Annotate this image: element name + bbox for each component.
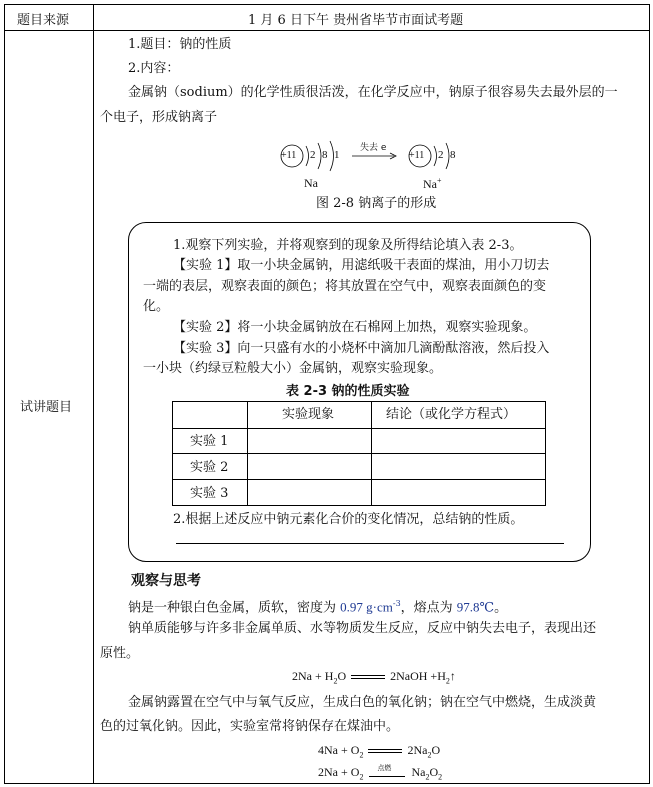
oxidation-paragraph: 金属钠露置在空气中与氧气反应，生成白色的氧化钠；钠在空气中燃烧，生成淡黄	[128, 695, 597, 710]
section-heading: 观察与思考	[131, 573, 201, 589]
right-shell-arc	[434, 146, 437, 166]
task-summary-instruction: 2.根据上述反应中钠元素化合价的变化情况，总结钠的性质。	[173, 512, 524, 527]
left-nucleus-label: +11	[281, 150, 297, 161]
equals-sign	[368, 749, 402, 753]
arrow-label: 失去 e	[360, 143, 387, 153]
answer-line	[176, 543, 564, 544]
experiment-1-text: 一端的表层，观察表面的颜色；将其放置在空气中，观察表面颜色的变	[143, 279, 547, 294]
equation-na-oxygen: $4Na + O_2$ $2Na_2O$	[318, 743, 441, 760]
table-header: 实验现象	[282, 407, 335, 422]
row-label-lecture-topic: 试讲题目	[20, 400, 73, 415]
left-shell-count: 8	[322, 149, 328, 161]
header-source-value: 1 月 6 日下午 贵州省毕节市面试考题	[248, 13, 464, 28]
right-shell-count: 2	[438, 149, 444, 161]
experiment-2-text: 【实验 2】将一小块金属钠放在石棉网上加热，观察实验现象。	[173, 320, 537, 335]
right-nucleus-label: +11	[409, 150, 425, 161]
oxidation-paragraph: 色的过氧化钠。因此，实验室常将钠保存在煤油中。	[100, 719, 400, 734]
experiment-1-text: 化。	[143, 299, 170, 314]
table-col-divider	[371, 401, 372, 506]
table-row-divider	[172, 453, 546, 454]
experiment-1-text: 【实验 1】取一小块金属钠，用滤纸吸干表面的煤油，用小刀切去	[173, 258, 550, 273]
equation-na-water: $2Na + H_2O$ 2NaOH $+H_2↑$	[292, 669, 456, 686]
paragraph-line: 金属钠（sodium）的化学性质很活泼，在化学反应中，钠原子很容易失去最外层的一	[128, 85, 618, 100]
table-row-label: 实验 1	[190, 434, 229, 449]
left-shell-arc	[330, 141, 334, 171]
table-row-divider	[172, 479, 546, 480]
task-instruction: 1.观察下列实验，并将观察到的现象及所得结论填入表 2-3。	[173, 238, 523, 253]
table-row-label: 实验 3	[190, 486, 229, 501]
header-divider	[4, 30, 650, 31]
reactivity-paragraph: 钠单质能够与许多非金属单质、水等物质发生反应，反应中钠失去电子，表现出还	[128, 621, 597, 636]
figure-caption: 图 2-8 钠离子的形成	[316, 196, 437, 211]
reactivity-paragraph: 原性。	[100, 646, 140, 661]
equals-sign	[351, 675, 385, 679]
reaction-condition: 点燃	[369, 767, 405, 779]
property-paragraph: 钠是一种银白色金属，质软，密度为 0.97 $g\cdot cm^{-3}$，熔点为 97.8℃。	[128, 599, 508, 616]
left-shell-count: 2	[310, 149, 316, 161]
right-symbol: Na+	[423, 176, 442, 191]
experiment-3-text: 【实验 3】向一只盛有水的小烧杯中滴加几滴酚酞溶液，然后投入	[173, 341, 550, 356]
table-row-label: 实验 2	[190, 460, 229, 475]
equation-na-combustion: $2Na + O_2$ 点燃 $Na_2O_2$	[318, 764, 443, 782]
left-shell-arc	[306, 146, 309, 166]
header-source-label: 题目来源	[17, 13, 70, 28]
table-row-divider	[172, 428, 546, 429]
topic-line: 1.题目：钠的性质	[128, 37, 232, 52]
experiment-3-text: 一小块（约绿豆粒般大小）金属钠，观察实验现象。	[143, 361, 443, 376]
table-col-divider	[247, 401, 248, 506]
column-divider	[93, 4, 94, 784]
right-shell-count: 8	[450, 149, 456, 161]
right-shell-arc	[446, 143, 449, 169]
table-header: 结论（或化学方程式）	[386, 407, 517, 422]
table-title: 表 2-3 钠的性质实验	[286, 384, 410, 399]
left-symbol: Na	[304, 176, 318, 190]
left-shell-count: 1	[334, 149, 340, 161]
left-shell-arc	[318, 143, 321, 169]
paragraph-line: 个电子，形成钠离子	[100, 110, 218, 125]
content-line: 2.内容：	[128, 61, 180, 76]
